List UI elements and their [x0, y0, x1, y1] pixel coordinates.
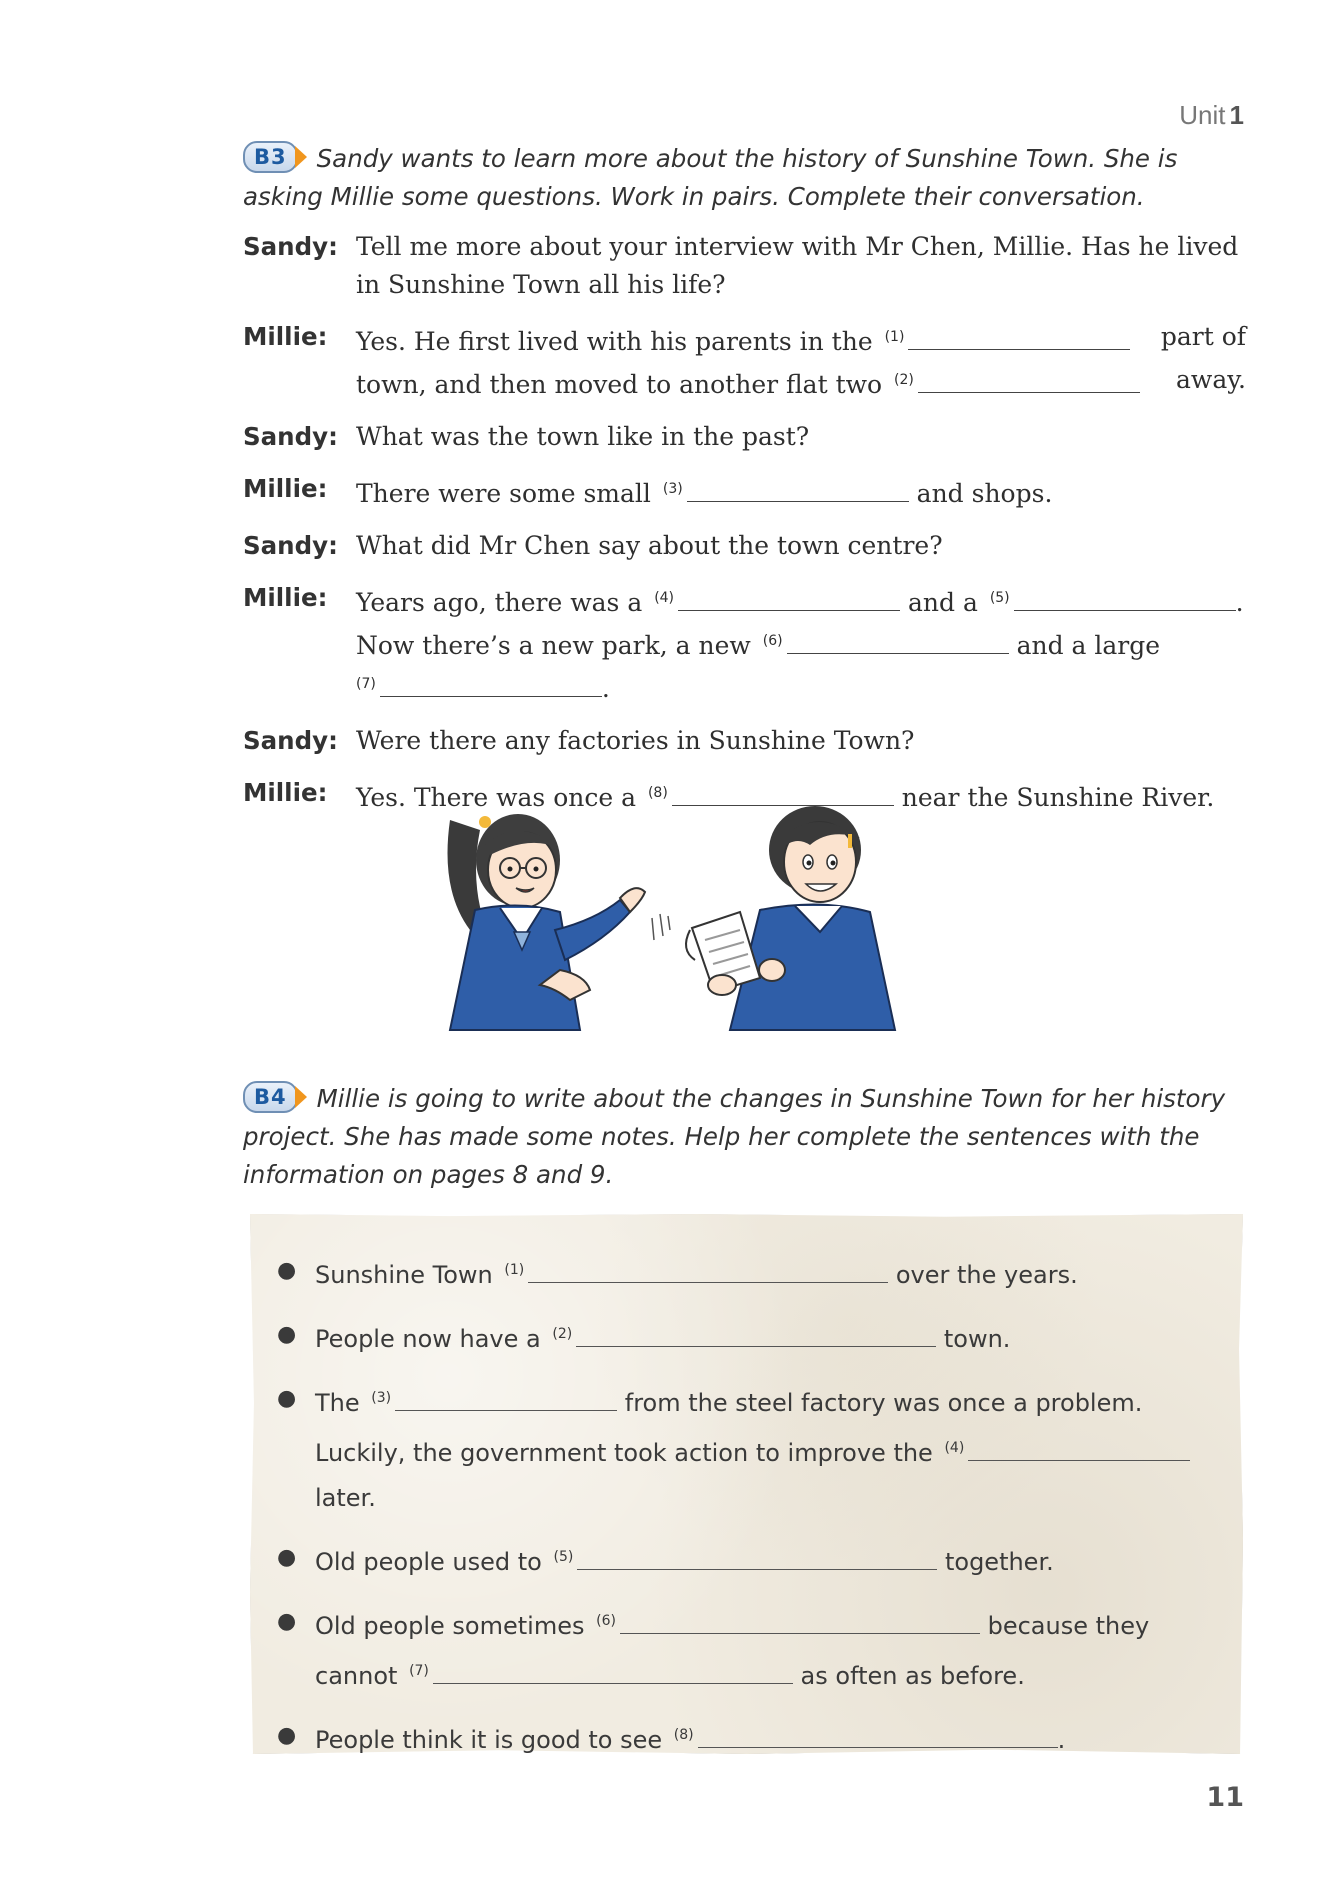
answer-blank[interactable] [620, 1605, 980, 1634]
speaker: Sandy: [243, 232, 338, 261]
speaker: Millie: [243, 778, 328, 807]
speaker: Sandy: [243, 531, 338, 560]
speaker: Millie: [243, 583, 328, 612]
speaker: Millie: [243, 474, 328, 503]
dialogue-line: Millie: Yes. There was once a $^{(8)}$ near the Sunshine River. [243, 774, 1253, 817]
unit-number: 1 [1229, 100, 1244, 130]
answer-blank[interactable] [908, 323, 1130, 350]
answer-blank[interactable] [787, 627, 1009, 654]
dialogue-line: Sandy: What was the town like in the past? [243, 418, 1253, 456]
dialogue-line: Sandy: Were there any factories in Sunshine Town? [243, 722, 1253, 760]
list-item: ● Old people sometimes $^{(6)}$ because they cannot $^{(7)}$ as often as before. [275, 1599, 1225, 1699]
boy-figure [652, 806, 895, 1030]
b4-badge: B4 [243, 1081, 307, 1113]
list-item: ● Sunshine Town $^{(1)}$ over the years. [275, 1248, 1225, 1298]
answer-blank[interactable] [687, 475, 909, 502]
play-arrow-icon [295, 1086, 307, 1108]
b4-instruction: B4 Millie is going to write about the changes in Sunshine Town for her history project. She has made some notes. Help her complete the sentences with the information on pages 8 and 9. [243, 1080, 1243, 1194]
dialogue-line: Millie: There were some small $^{(3)}$ and shops. [243, 470, 1253, 513]
b3-instruction: B3 Sandy wants to learn more about the history of Sunshine Town. She is asking Millie some questions. Work in pairs. Complete their conversation. [243, 140, 1243, 216]
page-number: 11 [1206, 1782, 1244, 1813]
play-arrow-icon [295, 146, 307, 168]
answer-blank[interactable] [380, 670, 602, 697]
answer-blank[interactable] [395, 1382, 617, 1411]
dialogue-line [243, 228, 1253, 304]
answer-blank[interactable] [678, 584, 900, 611]
unit-label: Unit 1 [1179, 100, 1244, 130]
speaker: Sandy: [243, 726, 338, 755]
answer-blank[interactable] [918, 366, 1140, 393]
answer-blank[interactable] [576, 1318, 936, 1347]
students-illustration [430, 800, 970, 1040]
list-item: ● Old people used to $^{(5)}$ together. [275, 1535, 1225, 1585]
dialogue-line: Millie: Years ago, there was a $^{(4)}$ and a $^{(5)}$ . Now there’s a new park, a new $^{(6)}$ and a large $^{(7)}$ . [243, 579, 1253, 708]
dialogue-line: Sandy: What did Mr Chen say about the town centre? [243, 527, 1253, 565]
answer-blank[interactable] [1014, 584, 1236, 611]
answer-blank[interactable] [528, 1254, 888, 1283]
speaker: Sandy: [243, 422, 338, 451]
answer-blank[interactable] [698, 1719, 1058, 1748]
answer-blank[interactable] [968, 1432, 1190, 1461]
list-item: ● The $^{(3)}$ from the steel factory was once a problem. Luckily, the government took action to improve the $^{(4)}$ later. [275, 1376, 1225, 1521]
list-item: ● People think it is good to see $^{(8)}$ . [275, 1713, 1225, 1763]
conversation [243, 228, 1253, 831]
girl-figure [448, 814, 646, 1030]
answer-blank[interactable] [577, 1541, 937, 1570]
answer-blank[interactable] [433, 1655, 793, 1684]
b3-badge: B3 [243, 141, 307, 173]
line-text: Tell me more about your interview with Mr Chen, Millie. Has he lived in Sunshine Town all his life? [356, 232, 1239, 299]
notes-list [275, 1248, 1225, 1777]
list-item: ● People now have a $^{(2)}$ town. [275, 1312, 1225, 1362]
dialogue-line: Millie: Yes. He first lived with his parents in the $^{(1)}$ part of town, and then moved to another flat two $^{(2)}$ away. [243, 318, 1253, 404]
speaker: Millie: [243, 322, 328, 351]
